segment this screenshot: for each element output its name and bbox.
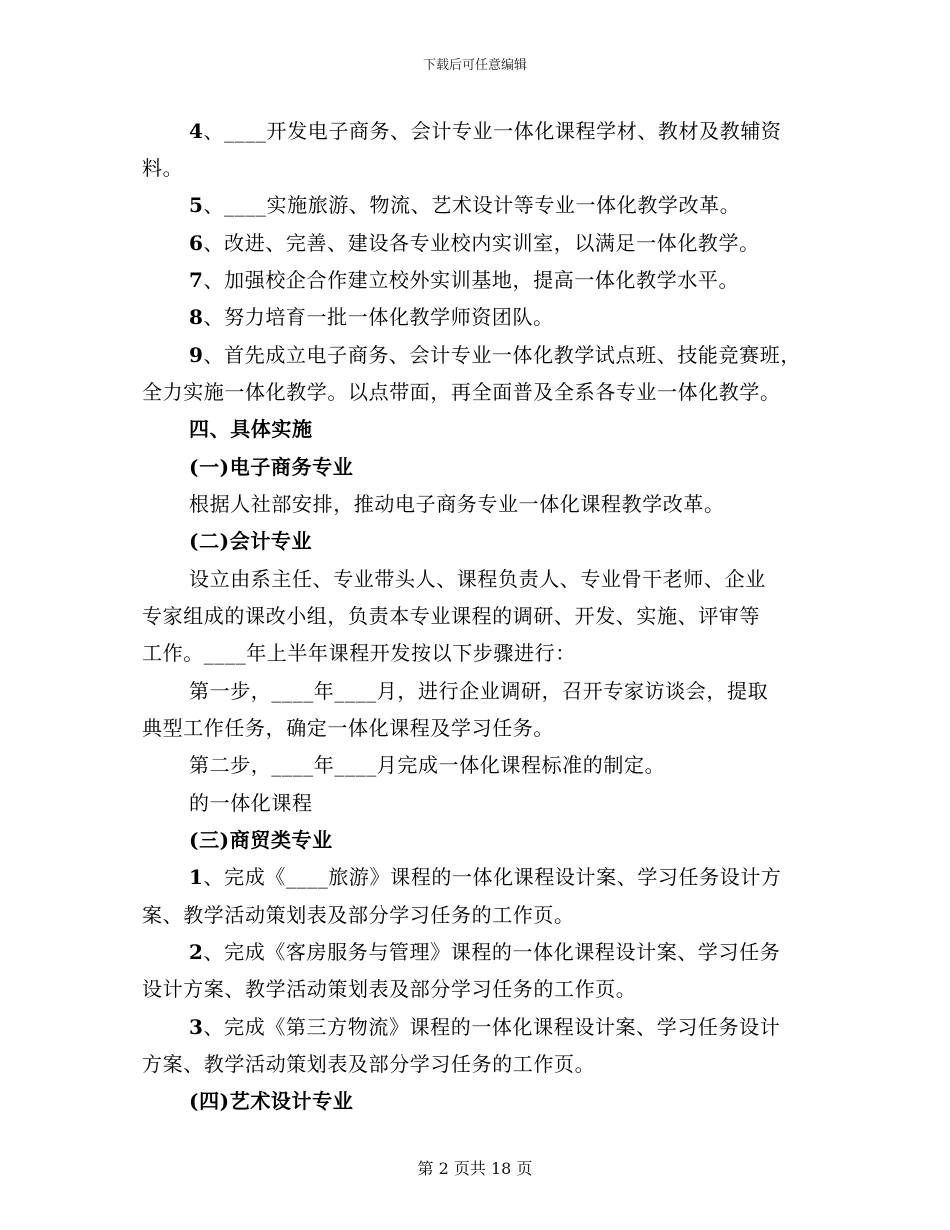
- item-text: 、完成《____旅游》课程的一体化课程设计案、学习任务设计方: [203, 865, 782, 889]
- item-text: 、____开发电子商务、会计专业一体化课程学材、教材及教辅资: [203, 119, 782, 143]
- list-item-3-cont: 方案、教学活动策划表及部分学习任务的工作页。: [142, 1052, 596, 1076]
- list-item-3: [189, 1011, 780, 1040]
- item-text: 、____实施旅游、物流、艺术设计等专业一体化教学改革。: [203, 193, 741, 217]
- paragraph-cont: 专家组成的课改小组，负责本专业课程的调研、开发、实施、评审等: [142, 604, 760, 628]
- subsection-heading-2: (二)会计专业: [189, 529, 313, 553]
- item-number: 7: [189, 268, 204, 292]
- item-text: 、完成《第三方物流》课程的一体化课程设计案、学习任务设计: [203, 1015, 781, 1039]
- item-text: 、加强校企合作建立校外实训基地，提高一体化教学水平。: [203, 268, 740, 292]
- list-item-7: [189, 264, 739, 293]
- item-number: 1: [189, 865, 204, 889]
- section-heading-4: 四、具体实施: [189, 417, 313, 441]
- subsection-heading-3: (三)商贸类专业: [189, 828, 333, 852]
- list-item-4-cont: 料。: [142, 156, 184, 180]
- paragraph-cont: 工作。____年上半年课程开发按以下步骤进行：: [142, 641, 576, 665]
- list-item-9-cont: 全力实施一体化教学。以点带面，再全面普及全系各专业一体化教学。: [142, 380, 781, 404]
- item-text: 、努力培育一批一体化教学师资团队。: [203, 305, 554, 329]
- subsection-heading-1: (一)电子商务专业: [189, 455, 354, 479]
- list-item-4: [189, 115, 782, 144]
- list-item-1-cont: 案、教学活动策划表及部分学习任务的工作页。: [142, 903, 575, 927]
- item-text: 、首先成立电子商务、会计专业一体化教学试点班、技能竞赛班，: [203, 343, 801, 367]
- paragraph: 的一体化课程: [189, 791, 313, 815]
- list-item-6: [189, 227, 760, 256]
- list-item-1: [189, 861, 782, 890]
- item-number: 3: [189, 1015, 204, 1039]
- item-number: 8: [189, 305, 204, 329]
- item-number: 9: [189, 343, 204, 367]
- item-text: 、完成《客房服务与管理》课程的一体化课程设计案、学习任务: [203, 940, 781, 964]
- list-item-2-cont: 设计方案、教学活动策划表及部分学习任务的工作页。: [142, 977, 637, 1001]
- item-number: 5: [189, 193, 204, 217]
- step-1: 第一步，____年____月，进行企业调研，召开专家访谈会，提取: [189, 679, 769, 703]
- step-1-cont: 典型工作任务，确定一体化课程及学习任务。: [142, 716, 554, 740]
- list-item-9: [189, 339, 801, 368]
- page-header: 下载后可任意编辑: [422, 58, 527, 73]
- item-number: 2: [189, 940, 204, 964]
- item-text: 、改进、完善、建设各专业校内实训室，以满足一体化教学。: [203, 231, 760, 255]
- list-item-8: [189, 301, 554, 330]
- item-number: 4: [189, 119, 204, 143]
- paragraph: 根据人社部安排，推动电子商务专业一体化课程教学改革。: [189, 492, 725, 516]
- list-item-5: [189, 189, 740, 218]
- item-number: 6: [189, 231, 204, 255]
- page-footer: 第 2 页共 18 页: [417, 1159, 533, 1178]
- subsection-heading-4: (四)艺术设计专业: [189, 1089, 354, 1113]
- paragraph: 设立由系主任、专业带头人、课程负责人、专业骨干老师、企业: [189, 567, 766, 591]
- step-2: 第二步，____年____月完成一体化课程标准的制定。: [189, 753, 666, 777]
- list-item-2: [189, 936, 780, 965]
